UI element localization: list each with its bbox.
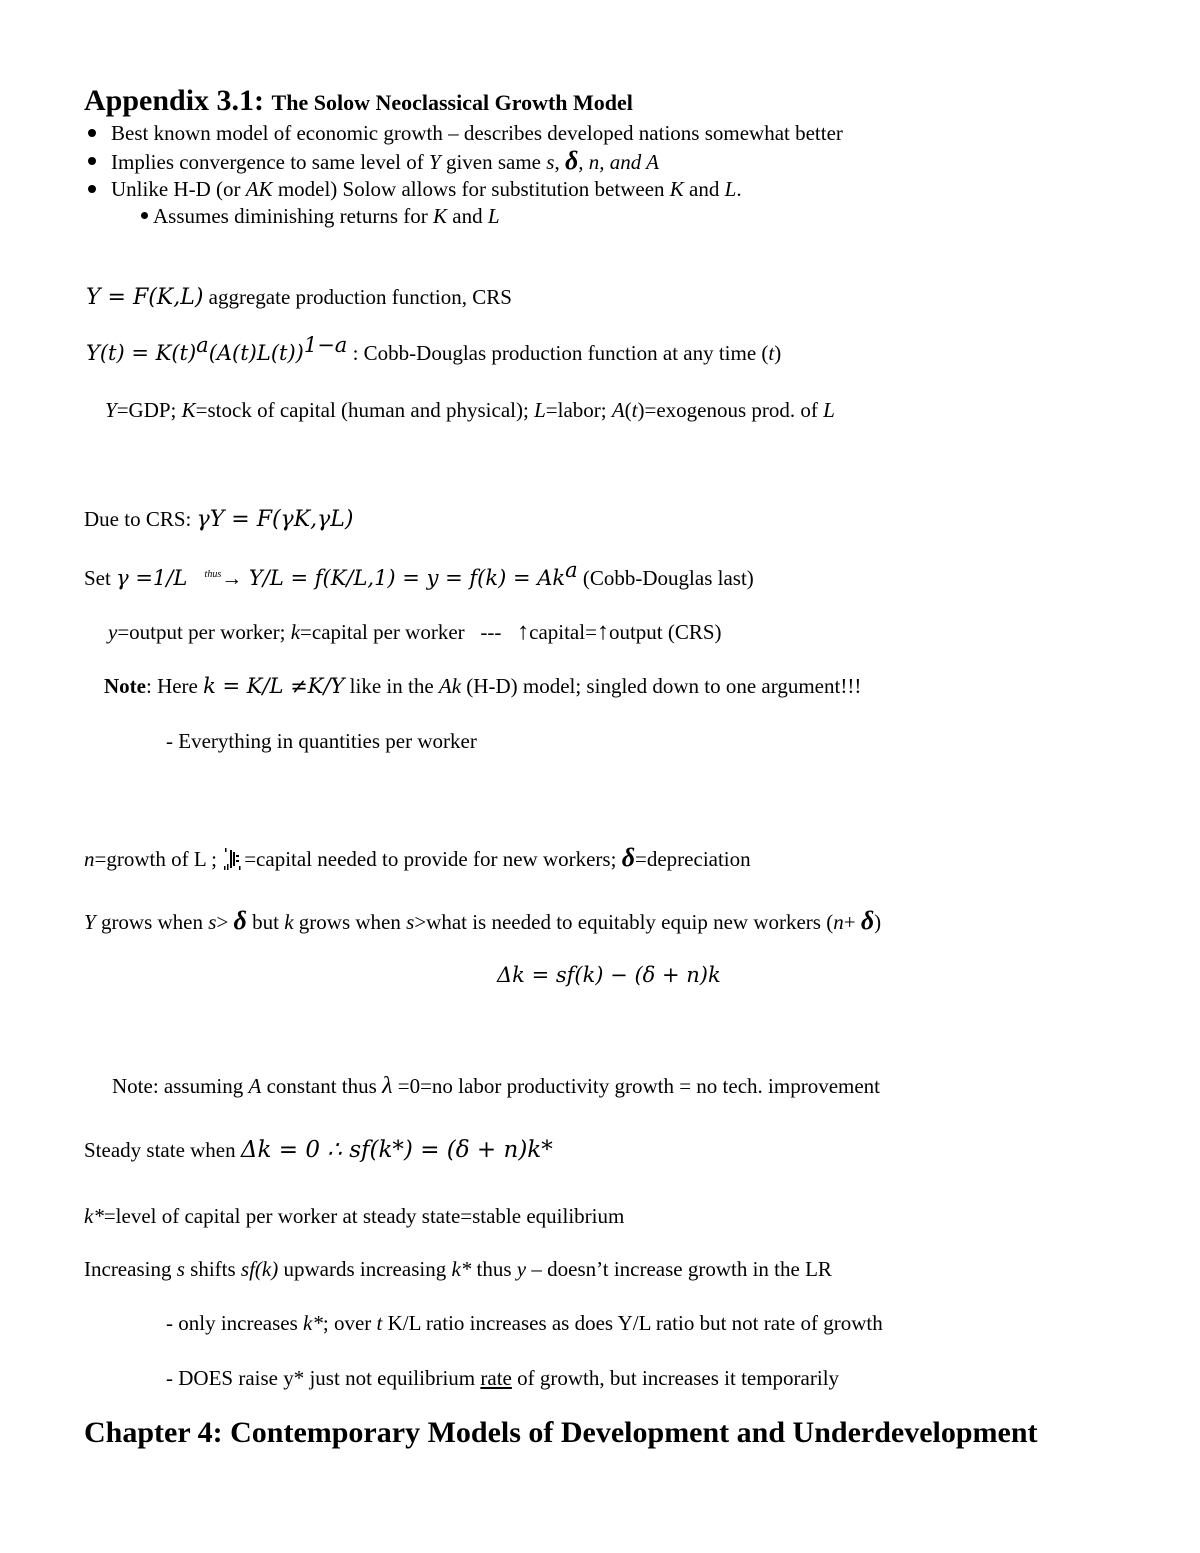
set-text: (Cobb-Douglas last) — [577, 566, 754, 590]
exponent-a: a — [196, 333, 209, 357]
text: of growth, but increases it temporarily — [511, 1366, 840, 1390]
var-y: Y — [105, 398, 117, 422]
var-y: Y — [429, 150, 441, 174]
bullet-2-text: Implies convergence to same level of — [111, 150, 424, 174]
bullet-2-mid: given same — [440, 150, 547, 174]
delta-symbol: δ — [233, 906, 247, 935]
steady-state-line — [84, 1137, 553, 1163]
note-eq: k = K/L ≠K/Y — [203, 674, 345, 698]
bullet-4 — [153, 203, 500, 229]
garbled-formula-icon — [222, 846, 244, 870]
var-y: y — [516, 1257, 527, 1281]
bullet-3 — [111, 176, 742, 202]
var-l: L — [487, 204, 500, 228]
text: =output per worker; — [117, 620, 291, 644]
note-line — [104, 673, 861, 699]
delta-symbol: δ — [860, 906, 875, 935]
text: =capital per worker --- — [300, 620, 518, 644]
var-ak: Ak — [438, 674, 462, 698]
text: capital= — [529, 620, 597, 644]
var-t: t — [768, 341, 775, 365]
text: : Here — [145, 674, 204, 698]
text: Increasing — [84, 1257, 177, 1281]
capital-accumulation-eq: Δk = sf(k) − (δ + n)k — [497, 963, 721, 987]
var-k: K — [432, 204, 447, 228]
text: =growth of L ; — [94, 847, 223, 871]
comma: , — [554, 150, 565, 174]
text: – doesn’t increase growth in the LR — [526, 1257, 832, 1281]
y-grows-line — [84, 908, 881, 935]
does-raise-line — [166, 1365, 839, 1391]
var-a: A — [611, 398, 625, 422]
bullet-icon — [88, 185, 96, 193]
bullet-4-text: Assumes diminishing returns for — [153, 204, 428, 228]
kstar-line — [84, 1203, 624, 1229]
and-word: and — [447, 204, 488, 228]
bullet-3-rest: model) Solow allows for substitution between — [272, 177, 670, 201]
text: =0 — [392, 1074, 421, 1098]
per-worker-line — [108, 619, 722, 645]
cobb-douglas-lhs: Y(t) = K(t) — [86, 341, 197, 365]
bullet-1: Best known model of economic growth – describes developed nations somewhat better — [111, 121, 843, 145]
note-label: Note — [104, 674, 146, 698]
sub-bullet-icon — [141, 212, 148, 219]
production-function-line — [86, 284, 512, 311]
var-a: A — [248, 1074, 262, 1098]
bullet-2 — [111, 148, 659, 175]
text: grows when — [293, 910, 407, 934]
delta-symbol: δ — [621, 843, 636, 872]
text: thus — [471, 1257, 517, 1281]
var-k: k — [290, 620, 301, 644]
var-l: L — [534, 398, 546, 422]
text: output (CRS) — [608, 620, 722, 644]
var-l: L — [724, 177, 737, 201]
def-text: )=exogenous prod. of — [637, 398, 824, 422]
delta-symbol: δ — [564, 146, 579, 175]
up-arrow-icon: ↑ — [517, 619, 530, 645]
var-k: K — [181, 398, 196, 422]
crs-line — [84, 506, 353, 533]
bullet-icon — [88, 157, 96, 165]
var-s: s — [208, 910, 217, 934]
everything-line: - Everything in quantities per worker — [166, 729, 477, 753]
set-line — [84, 558, 754, 591]
thus-label: thus — [204, 569, 222, 580]
appendix-label: Appendix 3.1: — [84, 84, 265, 117]
definitions-line — [105, 397, 835, 423]
text: like in the — [344, 674, 439, 698]
crs-eq: γY = F(γK,γL) — [196, 507, 354, 532]
var-kstar: k* — [303, 1311, 323, 1335]
crs-label: Due to CRS: — [84, 507, 197, 531]
and-word: and — [683, 177, 725, 201]
var-l: L — [823, 398, 835, 422]
appendix-heading — [84, 84, 633, 117]
steady-state-label: Steady state when — [84, 1138, 241, 1162]
var-kstar: k* — [451, 1257, 472, 1281]
set-label: Set — [84, 566, 117, 590]
var-sfk: sf(k) — [240, 1257, 279, 1281]
text: but — [246, 910, 285, 934]
increasing-line — [84, 1256, 832, 1282]
text: >what is needed to equitably equip new workers ( — [414, 910, 834, 934]
var-t: t — [631, 398, 638, 422]
production-function-eq: Y = F(K,L) — [86, 285, 204, 310]
set-eq1: γ =1/L — [116, 566, 188, 590]
cobb-douglas-text: : Cobb-Douglas production function at any time ( — [347, 341, 769, 365]
text: Note: assuming — [112, 1074, 249, 1098]
def-text: ( — [624, 398, 632, 422]
text: =capital needed to provide for new workers; — [244, 847, 622, 871]
var-y: y — [108, 620, 118, 644]
underlined-rate: rate — [480, 1366, 512, 1390]
var-n: n — [84, 847, 95, 871]
var-s: s — [406, 910, 415, 934]
var-a: A — [646, 150, 659, 174]
text: - DOES raise y* just not equilibrium — [166, 1366, 481, 1390]
bullet-2-rest: , n, and — [578, 150, 647, 174]
text: =level of capital per worker at steady state=stable equilibrium — [103, 1204, 625, 1228]
only-increases-line — [166, 1310, 883, 1336]
chapter-heading: Chapter 4: Contemporary Models of Development and Underdevelopment — [84, 1416, 1038, 1449]
var-y: Y — [84, 910, 96, 934]
appendix-title: The Solow Neoclassical Growth Model — [271, 90, 633, 115]
note-assumption-line — [112, 1073, 880, 1099]
text: > — [216, 910, 234, 934]
var-n: n — [833, 910, 844, 934]
def-text: =labor; — [545, 398, 612, 422]
growth-line — [84, 845, 751, 872]
def-text: =GDP; — [116, 398, 182, 422]
text: =depreciation — [635, 847, 751, 871]
text: - only increases — [166, 1311, 304, 1335]
exponent-1-minus-a: 1−a — [303, 333, 348, 357]
text: + — [843, 910, 861, 934]
arrow-icon: → — [221, 566, 243, 590]
var-k: k — [284, 910, 294, 934]
var-s: s — [546, 150, 555, 174]
var-ak: AK — [245, 177, 273, 201]
text: =no labor productivity growth = no tech. improvement — [420, 1074, 881, 1098]
def-text: =stock of capital (human and physical); — [195, 398, 535, 422]
cobb-douglas-mid: (A(t)L(t)) — [208, 341, 304, 365]
text: grows when — [95, 910, 209, 934]
exponent-a: a — [565, 558, 578, 582]
cobb-douglas-line — [86, 333, 782, 366]
text: K/L ratio increases as does Y/L ratio but not rate of growth — [382, 1311, 883, 1335]
production-function-text: aggregate production function, CRS — [203, 285, 512, 309]
text: upwards increasing — [278, 1257, 452, 1281]
var-k: K — [669, 177, 684, 201]
up-arrow-icon: ↑ — [596, 619, 609, 645]
var-s: s — [176, 1257, 185, 1281]
bullet-icon — [88, 129, 96, 137]
text: constant thus — [261, 1074, 383, 1098]
period: . — [736, 177, 742, 201]
bullet-3-text: Unlike H-D (or — [111, 177, 241, 201]
text: ) — [874, 910, 882, 934]
close-paren: ) — [774, 341, 782, 365]
text: ; over — [322, 1311, 377, 1335]
set-eq2: Y/L = f(K/L,1) = y = f(k) = Ak — [242, 566, 566, 590]
text: (H-D) model; singled down to one argument!!! — [461, 674, 862, 698]
text: shifts — [184, 1257, 241, 1281]
lambda-symbol: λ — [382, 1073, 393, 1099]
var-t: t — [376, 1311, 383, 1335]
steady-state-eq: Δk = 0 ∴ sf(k*) = (δ + n)k* — [240, 1137, 553, 1163]
var-kstar: k* — [84, 1204, 104, 1228]
